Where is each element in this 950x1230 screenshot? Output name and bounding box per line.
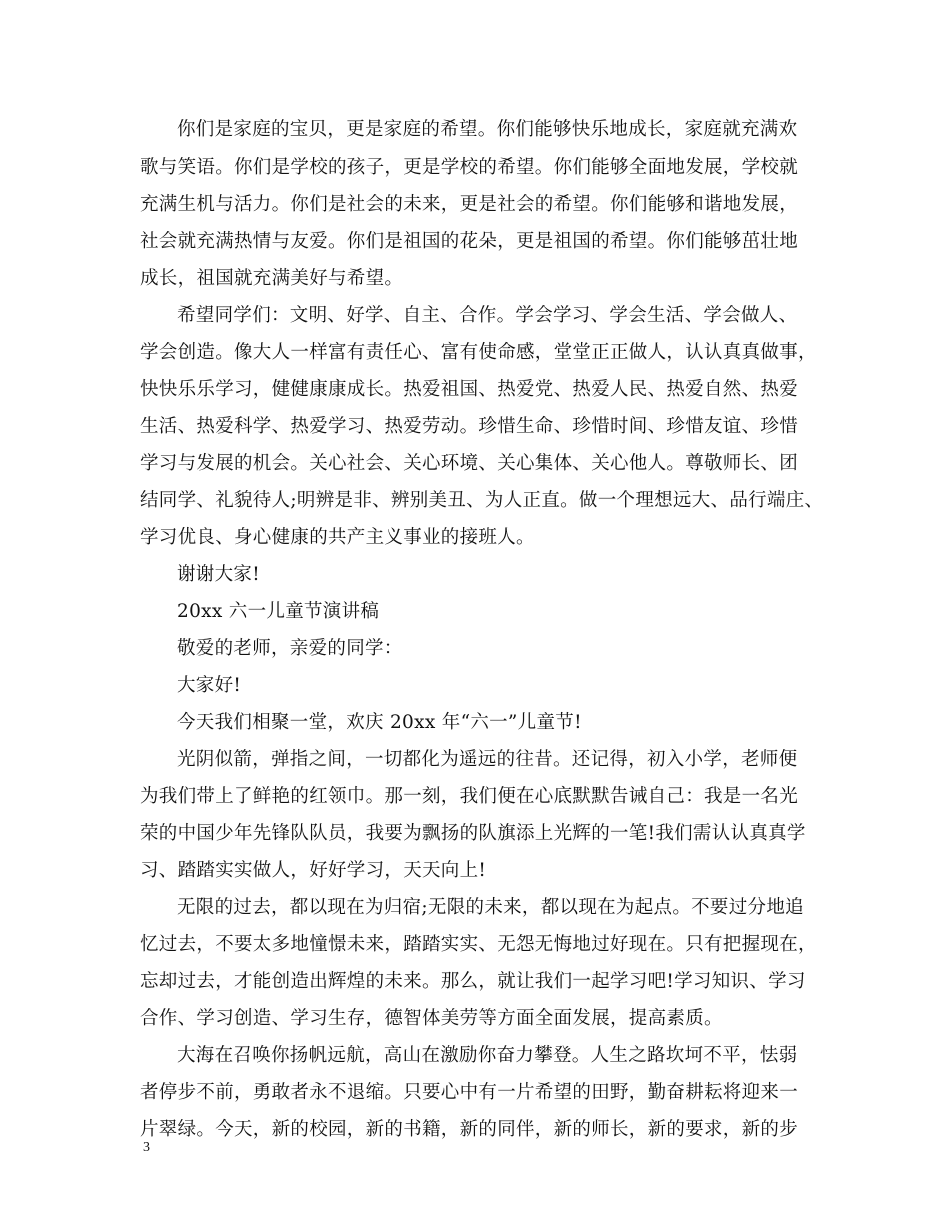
paragraph-line: 无限的过去，都以现在为归宿;无限的未来，都以现在为起点。不要过分地追 [177,897,804,918]
paragraph-line: 忆过去，不要太多地憧憬未来，踏踏实实、无怨无悔地过好现在。只有把握现在， [140,934,817,955]
paragraph-line: 忘却过去，才能创造出辉煌的未来。那么，就让我们一起学习吧!学习知识、学习 [140,971,806,992]
paragraph-line: 谢谢大家! [177,564,260,585]
paragraph-line: 你们是家庭的宝贝，更是家庭的希望。你们能够快乐地成长，家庭就充满欢 [177,119,798,140]
paragraph-line: 片翠绿。今天，新的校园，新的书籍，新的同伴，新的师长，新的要求，新的步 [140,1119,799,1140]
paragraph-line: 大海在召唤你扬帆远航，高山在激励你奋力攀登。人生之路坎坷不平，怯弱 [177,1045,798,1066]
paragraph-line: 充满生机与活力。你们是社会的未来，更是社会的希望。你们能够和谐地发展， [140,194,799,215]
paragraph-line: 学习与发展的机会。关心社会、关心环境、关心集体、关心他人。尊敬师长、团 [140,453,799,474]
paragraph-line: 成长，祖国就充满美好与希望。 [140,268,404,289]
paragraph-line: 结同学、礼貌待人;明辨是非、辨别美丑、为人正直。做一个理想远大、品行端庄、 [140,490,824,511]
paragraph-line: 生活、热爱科学、热爱学习、热爱劳动。珍惜生命、珍惜时间、珍惜友谊、珍惜 [140,416,799,437]
page-number: 3 [143,1140,150,1155]
paragraph-line: 学会创造。像大人一样富有责任心、富有使命感，堂堂正正做人，认认真真做事， [140,342,817,363]
paragraph-line: 希望同学们：文明、好学、自主、合作。学会学习、学会生活、学会做人、 [177,305,798,326]
paragraph-line: 学习优良、身心健康的共产主义事业的接班人。 [140,527,535,548]
paragraph-line: 习、踏踏实实做人，好好学习，天天向上! [140,860,487,881]
paragraph-line: 者停步不前，勇敢者永不退缩。只要心中有一片希望的田野，勤奋耕耘将迎来一 [140,1082,799,1103]
paragraph-line: 今天我们相聚一堂，欢庆 20xx 年“六一”儿童节! [177,712,582,733]
paragraph-line: 歌与笑语。你们是学校的孩子，更是学校的希望。你们能够全面地发展，学校就 [140,157,799,178]
paragraph-line: 荣的中国少年先锋队队员，我要为飘扬的队旗添上光辉的一笔!我们需认认真真学 [140,823,806,844]
paragraph-line: 为我们带上了鲜艳的红领巾。那一刻，我们便在心底默默告诫自己：我是一名光 [140,786,799,807]
paragraph-line: 社会就充满热情与友爱。你们是祖国的花朵，更是祖国的希望。你们能够茁壮地 [140,231,799,252]
salutation: 敬爱的老师，亲爱的同学： [177,638,403,659]
greeting: 大家好! [177,675,242,696]
section-title: 20xx 六一儿童节演讲稿 [177,601,380,622]
paragraph-line: 光阴似箭，弹指之间，一切都化为遥远的往昔。还记得，初入小学，老师便 [177,749,798,770]
paragraph-line: 快快乐乐学习，健健康康成长。热爱祖国、热爱党、热爱人民、热爱自然、热爱 [140,379,799,400]
paragraph-line: 合作、学习创造、学习生存，德智体美劳等方面全面发展，提高素质。 [140,1008,723,1029]
